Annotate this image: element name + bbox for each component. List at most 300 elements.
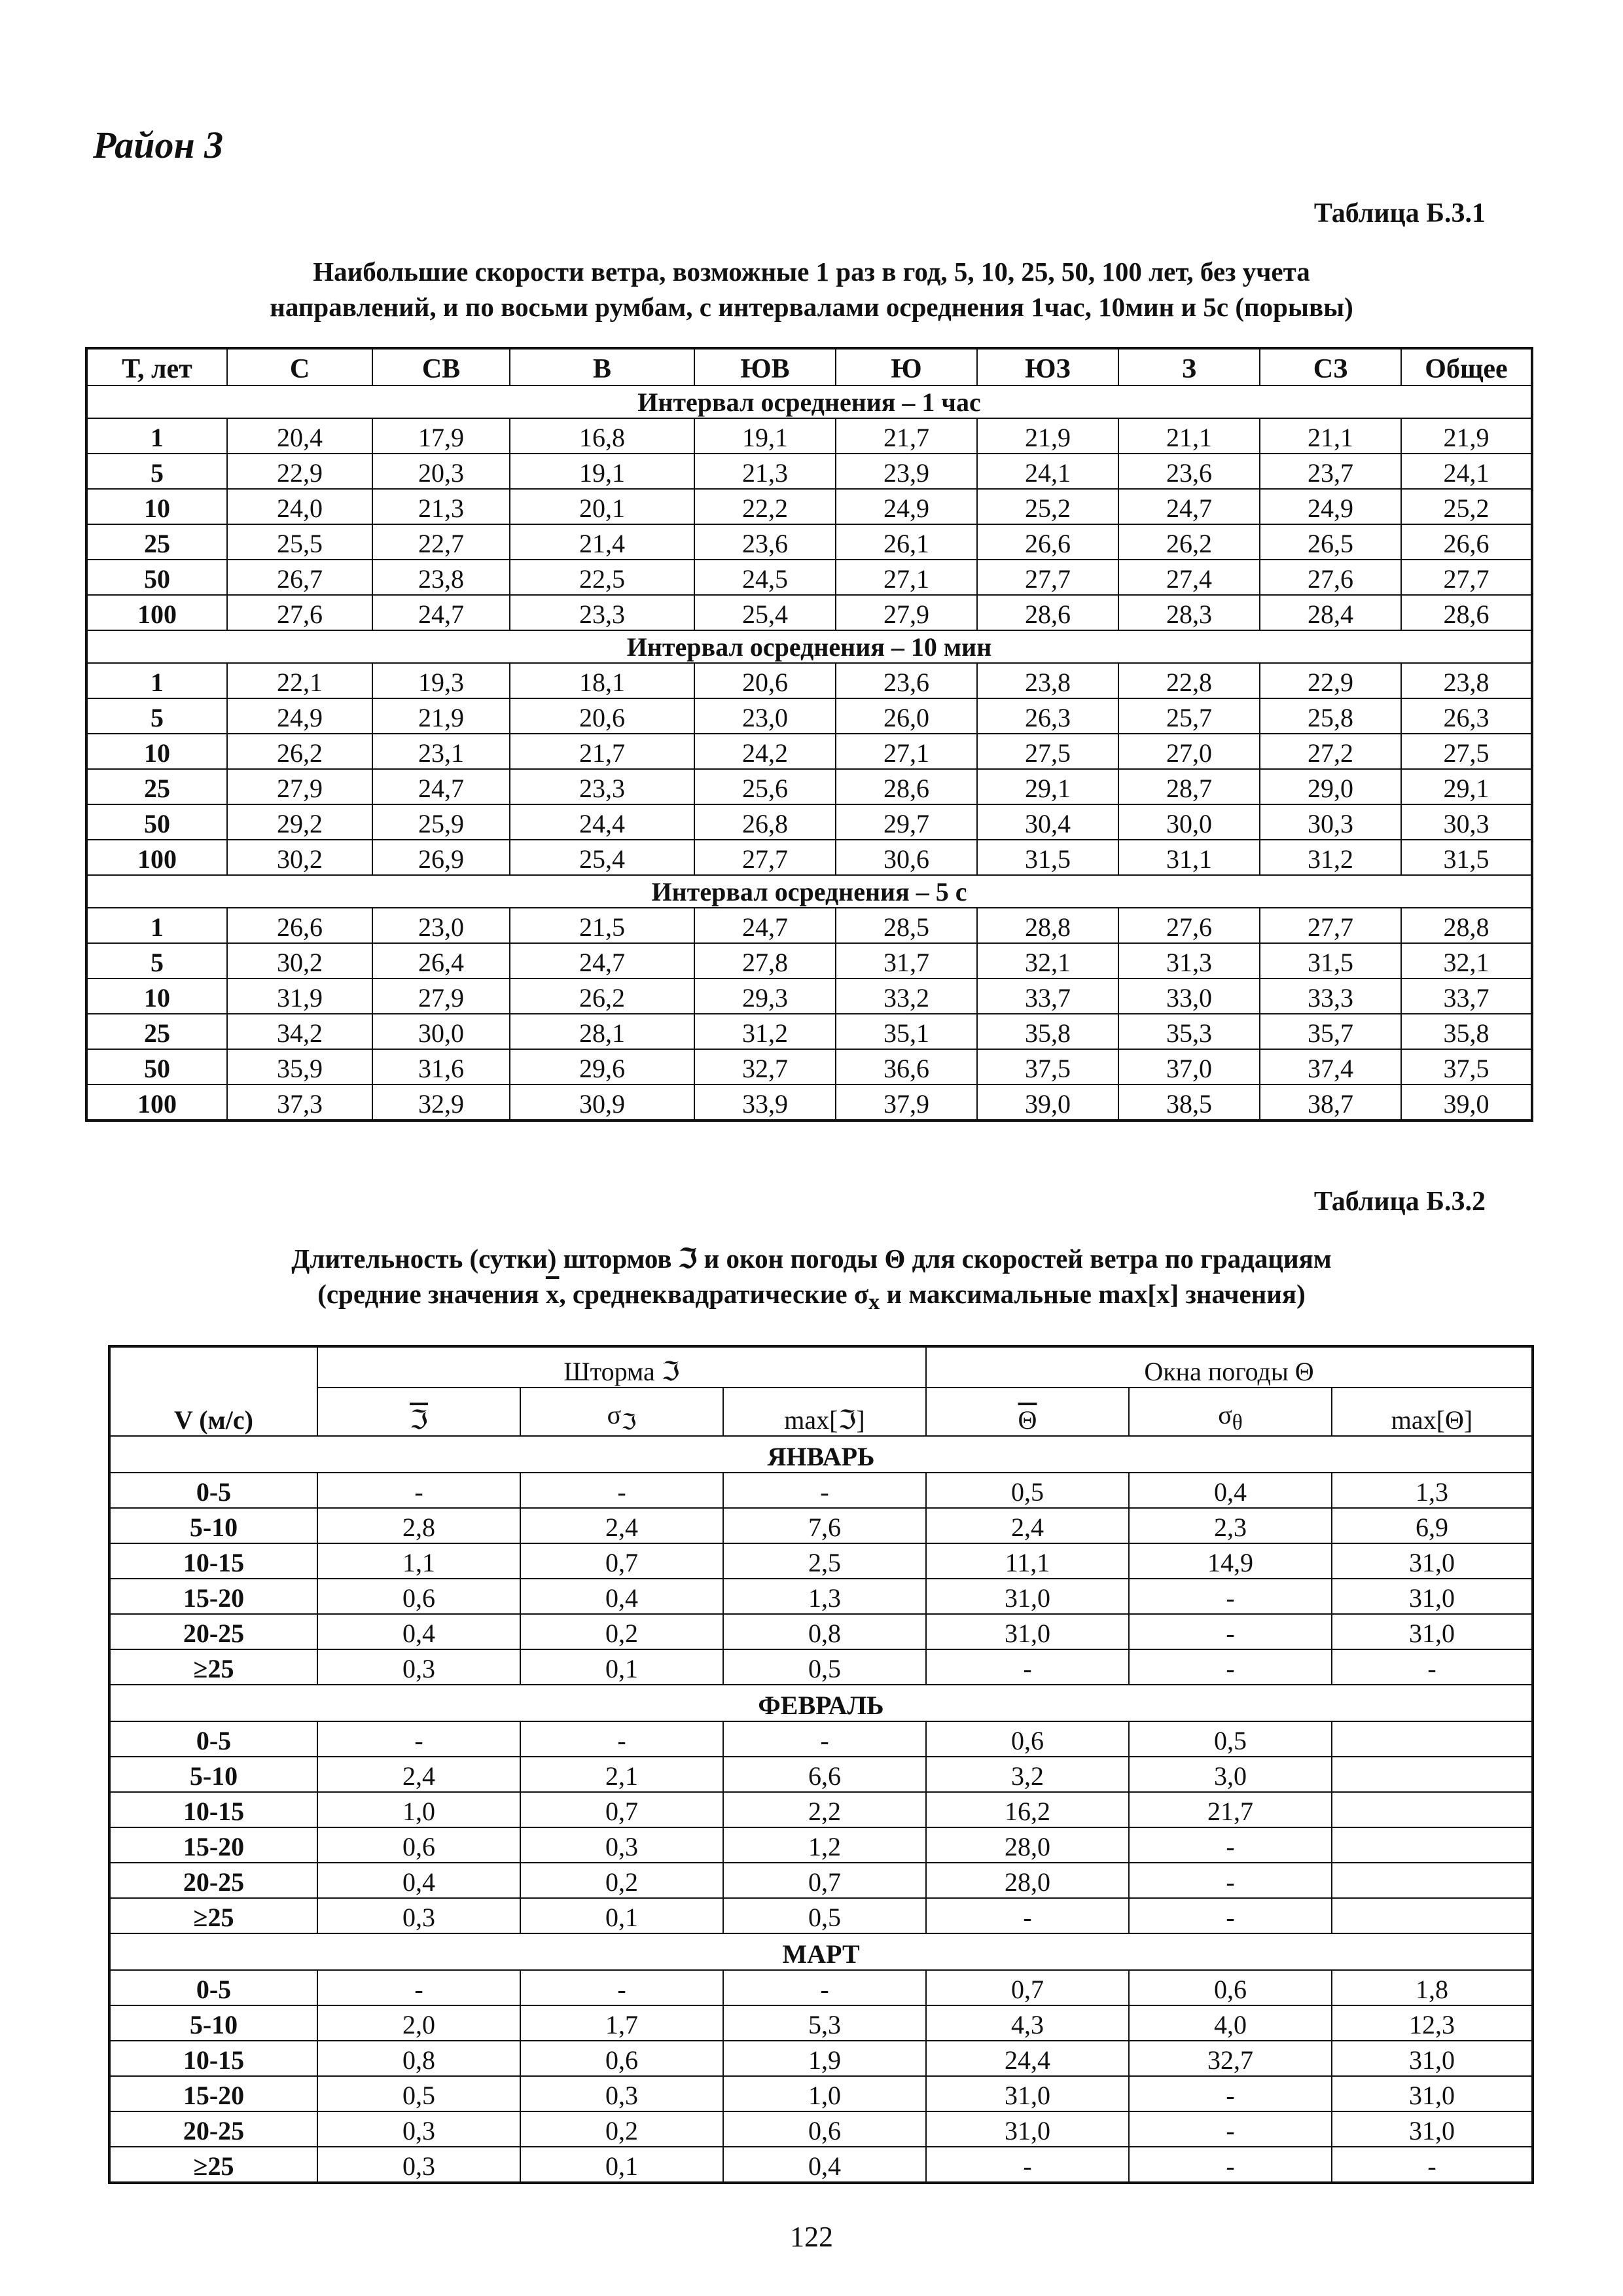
caption2-part-b: , среднеквадратические σ <box>559 1279 869 1309</box>
value-cell: 31,5 <box>1401 840 1532 875</box>
value-cell: - <box>1332 2147 1533 2183</box>
value-cell: 24,4 <box>510 804 694 840</box>
value-cell: 0,2 <box>520 2111 723 2147</box>
table-row <box>109 1757 1533 1792</box>
value-cell: 33,7 <box>1401 978 1532 1014</box>
section-row <box>86 386 1532 418</box>
value-cell: 22,9 <box>227 454 372 489</box>
value-cell: 28,8 <box>1401 908 1532 943</box>
speed-range-cell: 15-20 <box>109 1827 317 1863</box>
value-cell: 21,3 <box>694 454 836 489</box>
value-cell: 22,7 <box>372 524 510 560</box>
value-cell: 28,0 <box>926 1827 1129 1863</box>
value-cell: 25,7 <box>1118 698 1260 734</box>
col-header: Ю <box>836 348 977 386</box>
table1-caption-line2: направлений, и по восьми румбам, с интервалами осреднения 1час, 10мин и 5с (порывы) <box>270 292 1353 322</box>
speed-range-cell: 15-20 <box>109 2076 317 2111</box>
window-sigma-header <box>1129 1388 1332 1436</box>
table-row <box>109 1721 1533 1757</box>
value-cell: 31,0 <box>926 1614 1129 1649</box>
value-cell: 33,3 <box>1260 978 1401 1014</box>
period-cell: 5 <box>86 698 227 734</box>
value-cell: 7,6 <box>723 1508 926 1543</box>
value-cell: - <box>1129 2111 1332 2147</box>
value-cell: 38,5 <box>1118 1085 1260 1121</box>
value-cell: 31,0 <box>1332 1614 1533 1649</box>
value-cell: 0,4 <box>1129 1473 1332 1508</box>
value-cell: 35,7 <box>1260 1014 1401 1049</box>
month-row <box>109 1436 1533 1473</box>
table-row <box>86 418 1532 454</box>
value-cell: 4,0 <box>1129 2005 1332 2041</box>
value-cell: 0,2 <box>520 1614 723 1649</box>
table2-label: Таблица Б.3.2 <box>1313 1187 1486 1217</box>
value-cell: 31,7 <box>836 943 977 978</box>
value-cell: 29,7 <box>836 804 977 840</box>
value-cell: - <box>520 1970 723 2005</box>
period-cell: 50 <box>86 1049 227 1085</box>
period-cell: 10 <box>86 978 227 1014</box>
period-cell: 1 <box>86 663 227 698</box>
value-cell: 36,6 <box>836 1049 977 1085</box>
value-cell: 26,6 <box>977 524 1118 560</box>
value-cell: 21,1 <box>1118 418 1260 454</box>
value-cell: 27,6 <box>1260 560 1401 595</box>
value-cell: 1,1 <box>317 1543 520 1579</box>
value-cell: 30,3 <box>1260 804 1401 840</box>
table-row <box>86 978 1532 1014</box>
value-cell: 21,3 <box>372 489 510 524</box>
value-cell: 27,0 <box>1118 734 1260 769</box>
value-cell: - <box>1129 2076 1332 2111</box>
speed-range-cell: 0-5 <box>109 1473 317 1508</box>
value-cell: 25,8 <box>1260 698 1401 734</box>
page-number: 122 <box>790 2221 833 2253</box>
speed-range-cell: ≥25 <box>109 2147 317 2183</box>
value-cell: 28,1 <box>510 1014 694 1049</box>
value-cell: 25,5 <box>227 524 372 560</box>
value-cell: 11,1 <box>926 1543 1129 1579</box>
value-cell: 26,8 <box>694 804 836 840</box>
table-row <box>109 1543 1533 1579</box>
value-cell: 17,9 <box>372 418 510 454</box>
speed-range-cell: ≥25 <box>109 1898 317 1933</box>
col-header: В <box>510 348 694 386</box>
value-cell: 23,9 <box>836 454 977 489</box>
col-header: Общее <box>1401 348 1532 386</box>
value-cell: 39,0 <box>1401 1085 1532 1121</box>
window-sigma-sub: θ <box>1232 1410 1243 1435</box>
value-cell: 20,6 <box>510 698 694 734</box>
value-cell: 39,0 <box>977 1085 1118 1121</box>
value-cell: 28,3 <box>1118 595 1260 630</box>
speed-range-cell: 20-25 <box>109 2111 317 2147</box>
speed-range-cell: 20-25 <box>109 1863 317 1898</box>
value-cell: 27,6 <box>1118 908 1260 943</box>
section-title: Интервал осреднения – 1 час <box>86 386 1532 418</box>
table-row <box>109 2111 1533 2147</box>
value-cell: 32,1 <box>977 943 1118 978</box>
value-cell: 21,9 <box>372 698 510 734</box>
table-row <box>86 698 1532 734</box>
value-cell: 23,8 <box>372 560 510 595</box>
table-row <box>109 2041 1533 2076</box>
value-cell: 29,0 <box>1260 769 1401 804</box>
table-row <box>109 1649 1533 1685</box>
value-cell: 27,9 <box>227 769 372 804</box>
value-cell: 30,9 <box>510 1085 694 1121</box>
value-cell: 23,0 <box>372 908 510 943</box>
value-cell: - <box>520 1473 723 1508</box>
value-cell: 31,0 <box>1332 2041 1533 2076</box>
value-cell: 26,7 <box>227 560 372 595</box>
value-cell: 23,7 <box>1260 454 1401 489</box>
period-cell: 10 <box>86 734 227 769</box>
value-cell: 21,7 <box>510 734 694 769</box>
value-cell: 26,2 <box>1118 524 1260 560</box>
storm-table-group-header-row <box>109 1346 1533 1388</box>
value-cell: 0,7 <box>520 1543 723 1579</box>
value-cell: 19,1 <box>694 418 836 454</box>
value-cell: - <box>926 1898 1129 1933</box>
value-cell: 31,1 <box>1118 840 1260 875</box>
value-cell: 37,0 <box>1118 1049 1260 1085</box>
value-cell: - <box>317 1473 520 1508</box>
value-cell: - <box>723 1473 926 1508</box>
table-row <box>109 1898 1533 1933</box>
value-cell: 27,2 <box>1260 734 1401 769</box>
value-cell: 35,8 <box>1401 1014 1532 1049</box>
value-cell: 24,4 <box>926 2041 1129 2076</box>
month-title: ФЕВРАЛЬ <box>109 1685 1533 1721</box>
value-cell: 0,3 <box>317 1649 520 1685</box>
caption2-part-a: (средние значения <box>317 1279 546 1309</box>
value-cell: 0,6 <box>520 2041 723 2076</box>
region-title: Район 3 <box>93 124 224 166</box>
value-cell: 27,1 <box>836 734 977 769</box>
storm-max-header: max[ℑ] <box>723 1388 926 1436</box>
value-cell: 1,3 <box>1332 1473 1533 1508</box>
table-row <box>109 1792 1533 1827</box>
storm-sigma-sub: ℑ <box>621 1410 637 1435</box>
value-cell: 34,2 <box>227 1014 372 1049</box>
table2-caption-line1: Длительность (сутки) штормов ℑ и окон погоды Θ для скоростей ветра по градациям <box>291 1244 1332 1274</box>
value-cell: 21,7 <box>1129 1792 1332 1827</box>
month-row <box>109 1933 1533 1970</box>
value-cell: 35,8 <box>977 1014 1118 1049</box>
value-cell: 24,0 <box>227 489 372 524</box>
value-cell: 0,7 <box>723 1863 926 1898</box>
value-cell: 31,5 <box>977 840 1118 875</box>
value-cell: - <box>317 1721 520 1757</box>
table2-caption <box>0 1241 1623 1320</box>
col-header: З <box>1118 348 1260 386</box>
value-cell: 0,6 <box>926 1721 1129 1757</box>
table-row <box>86 804 1532 840</box>
value-cell: 30,0 <box>1118 804 1260 840</box>
value-cell: 33,2 <box>836 978 977 1014</box>
storm-mean-symbol: ℑ <box>410 1405 428 1435</box>
value-cell: 30,2 <box>227 840 372 875</box>
value-cell: 16,8 <box>510 418 694 454</box>
value-cell: 29,2 <box>227 804 372 840</box>
table-row <box>86 454 1532 489</box>
value-cell: 24,7 <box>372 769 510 804</box>
value-cell: 2,0 <box>317 2005 520 2041</box>
value-cell: - <box>723 1970 926 2005</box>
value-cell: 26,5 <box>1260 524 1401 560</box>
value-cell: 31,0 <box>926 2111 1129 2147</box>
value-cell: 0,8 <box>723 1614 926 1649</box>
value-cell: 33,9 <box>694 1085 836 1121</box>
value-cell: 2,3 <box>1129 1508 1332 1543</box>
col-header: ЮВ <box>694 348 836 386</box>
speed-range-cell: 0-5 <box>109 1970 317 2005</box>
value-cell: - <box>1129 1827 1332 1863</box>
value-cell: 21,7 <box>836 418 977 454</box>
value-cell <box>1332 1898 1533 1933</box>
value-cell: 24,7 <box>694 908 836 943</box>
value-cell: 25,4 <box>510 840 694 875</box>
value-cell: 24,9 <box>227 698 372 734</box>
value-cell: 26,3 <box>977 698 1118 734</box>
value-cell: 27,1 <box>836 560 977 595</box>
value-cell: - <box>1129 2147 1332 2183</box>
table-row <box>109 2076 1533 2111</box>
storm-duration-table <box>108 1345 1534 2184</box>
value-cell: 26,2 <box>227 734 372 769</box>
speed-range-cell: 5-10 <box>109 1757 317 1792</box>
table-row <box>86 943 1532 978</box>
value-cell: 0,5 <box>317 2076 520 2111</box>
value-cell: 26,1 <box>836 524 977 560</box>
value-cell: 0,4 <box>317 1863 520 1898</box>
value-cell: 19,1 <box>510 454 694 489</box>
value-cell: 21,4 <box>510 524 694 560</box>
value-cell: - <box>1129 1649 1332 1685</box>
value-cell: 32,7 <box>694 1049 836 1085</box>
value-cell: 28,5 <box>836 908 977 943</box>
value-cell: 20,1 <box>510 489 694 524</box>
period-cell: 1 <box>86 908 227 943</box>
value-cell: 32,9 <box>372 1085 510 1121</box>
value-cell: 0,1 <box>520 1649 723 1685</box>
speed-range-cell: 10-15 <box>109 1792 317 1827</box>
value-cell: 1,2 <box>723 1827 926 1863</box>
value-cell: 0,8 <box>317 2041 520 2076</box>
value-cell: 26,6 <box>227 908 372 943</box>
value-cell: 0,4 <box>317 1614 520 1649</box>
period-cell: 25 <box>86 524 227 560</box>
value-cell: 24,7 <box>510 943 694 978</box>
value-cell: 31,0 <box>1332 2111 1533 2147</box>
value-cell: 27,5 <box>1401 734 1532 769</box>
value-cell: 0,5 <box>723 1898 926 1933</box>
table-row <box>109 1614 1533 1649</box>
value-cell: 31,5 <box>1260 943 1401 978</box>
period-cell: 50 <box>86 560 227 595</box>
value-cell: 25,2 <box>977 489 1118 524</box>
value-cell: 0,3 <box>317 2111 520 2147</box>
table-row <box>86 1049 1532 1085</box>
value-cell: 27,6 <box>227 595 372 630</box>
value-cell: 31,9 <box>227 978 372 1014</box>
value-cell: 24,2 <box>694 734 836 769</box>
table1-caption-line1: Наибольшие скорости ветра, возможные 1 раз в год, 5, 10, 25, 50, 100 лет, без учета <box>313 257 1310 287</box>
speed-range-cell: 10-15 <box>109 1543 317 1579</box>
table-row <box>86 560 1532 595</box>
window-mean-header <box>926 1388 1129 1436</box>
value-cell: 0,3 <box>317 1898 520 1933</box>
value-cell: 29,3 <box>694 978 836 1014</box>
value-cell: 28,6 <box>836 769 977 804</box>
table1-label: Таблица Б.3.1 <box>1313 198 1486 228</box>
value-cell: 0,7 <box>926 1970 1129 2005</box>
period-cell: 1 <box>86 418 227 454</box>
value-cell: 29,6 <box>510 1049 694 1085</box>
value-cell: - <box>317 1970 520 2005</box>
value-cell: 28,4 <box>1260 595 1401 630</box>
value-cell: 26,6 <box>1401 524 1532 560</box>
value-cell: 31,0 <box>926 1579 1129 1614</box>
speed-range-cell: 15-20 <box>109 1579 317 1614</box>
value-cell <box>1332 1827 1533 1863</box>
value-cell: 0,6 <box>317 1579 520 1614</box>
value-cell: 19,3 <box>372 663 510 698</box>
value-cell: 38,7 <box>1260 1085 1401 1121</box>
value-cell: 14,9 <box>1129 1543 1332 1579</box>
value-cell: 0,6 <box>1129 1970 1332 2005</box>
value-cell: 24,7 <box>372 595 510 630</box>
value-cell: 27,8 <box>694 943 836 978</box>
value-cell: 6,6 <box>723 1757 926 1792</box>
value-cell: 25,2 <box>1401 489 1532 524</box>
value-cell <box>1332 1721 1533 1757</box>
value-cell: - <box>520 1721 723 1757</box>
value-cell: 28,6 <box>977 595 1118 630</box>
speed-range-cell: 5-10 <box>109 2005 317 2041</box>
value-cell: 27,7 <box>694 840 836 875</box>
table-row <box>109 1970 1533 2005</box>
storm-sigma-symbol: σ <box>607 1400 622 1429</box>
window-group-header: Окна погоды Θ <box>926 1346 1533 1388</box>
value-cell: 31,0 <box>1332 1543 1533 1579</box>
value-cell: 2,4 <box>520 1508 723 1543</box>
value-cell: 30,3 <box>1401 804 1532 840</box>
value-cell: 30,0 <box>372 1014 510 1049</box>
period-cell: 25 <box>86 1014 227 1049</box>
value-cell <box>1332 1757 1533 1792</box>
value-cell: 0,6 <box>317 1827 520 1863</box>
value-cell: 3,0 <box>1129 1757 1332 1792</box>
value-cell: 23,3 <box>510 595 694 630</box>
value-cell: 28,6 <box>1401 595 1532 630</box>
col-header: СВ <box>372 348 510 386</box>
value-cell: 1,8 <box>1332 1970 1533 2005</box>
table-row <box>109 1863 1533 1898</box>
value-cell: 20,4 <box>227 418 372 454</box>
value-cell: 27,7 <box>1401 560 1532 595</box>
value-cell: 26,4 <box>372 943 510 978</box>
value-cell: 33,0 <box>1118 978 1260 1014</box>
value-cell: 37,9 <box>836 1085 977 1121</box>
value-cell: 24,1 <box>977 454 1118 489</box>
value-cell: 23,8 <box>977 663 1118 698</box>
value-cell: 23,3 <box>510 769 694 804</box>
value-cell: 29,1 <box>977 769 1118 804</box>
speed-range-cell: 20-25 <box>109 1614 317 1649</box>
value-cell: 23,6 <box>1118 454 1260 489</box>
value-cell: 0,6 <box>723 2111 926 2147</box>
value-cell: 26,2 <box>510 978 694 1014</box>
value-cell: 0,7 <box>520 1792 723 1827</box>
table-row <box>86 734 1532 769</box>
value-cell: 24,1 <box>1401 454 1532 489</box>
value-cell: 28,8 <box>977 908 1118 943</box>
table-row <box>109 1579 1533 1614</box>
value-cell: 35,9 <box>227 1049 372 1085</box>
table-row <box>86 663 1532 698</box>
period-cell: 10 <box>86 489 227 524</box>
table-row <box>86 524 1532 560</box>
value-cell: 12,3 <box>1332 2005 1533 2041</box>
value-cell: 27,9 <box>372 978 510 1014</box>
value-cell: 1,0 <box>317 1792 520 1827</box>
value-cell: 5,3 <box>723 2005 926 2041</box>
value-cell: 2,4 <box>926 1508 1129 1543</box>
value-cell <box>1332 1863 1533 1898</box>
window-mean-symbol: $\overline{\Theta}$ <box>1018 1405 1037 1435</box>
value-cell: 22,2 <box>694 489 836 524</box>
value-cell: 35,1 <box>836 1014 977 1049</box>
value-cell: 31,2 <box>694 1014 836 1049</box>
table-row <box>109 2147 1533 2183</box>
value-cell: 30,2 <box>227 943 372 978</box>
value-cell: 28,0 <box>926 1863 1129 1898</box>
value-cell: 0,2 <box>520 1863 723 1898</box>
col-header: С <box>227 348 372 386</box>
value-cell: 37,5 <box>977 1049 1118 1085</box>
value-cell: - <box>723 1721 926 1757</box>
window-max-header: max[Θ] <box>1332 1388 1533 1436</box>
value-cell: 31,0 <box>1332 1579 1533 1614</box>
period-cell: 100 <box>86 595 227 630</box>
v-header: V (м/с) <box>109 1346 317 1436</box>
value-cell: 23,0 <box>694 698 836 734</box>
period-cell: 50 <box>86 804 227 840</box>
value-cell: 24,9 <box>836 489 977 524</box>
table-row <box>86 769 1532 804</box>
value-cell: 22,1 <box>227 663 372 698</box>
window-sigma-symbol: σ <box>1218 1400 1232 1429</box>
value-cell: 22,5 <box>510 560 694 595</box>
value-cell: 21,9 <box>977 418 1118 454</box>
value-cell: 37,3 <box>227 1085 372 1121</box>
value-cell: - <box>1332 1649 1533 1685</box>
period-cell: 5 <box>86 943 227 978</box>
value-cell: 0,5 <box>1129 1721 1332 1757</box>
table-row <box>109 1508 1533 1543</box>
period-cell: 5 <box>86 454 227 489</box>
value-cell: 2,4 <box>317 1757 520 1792</box>
value-cell: 27,5 <box>977 734 1118 769</box>
value-cell: 37,4 <box>1260 1049 1401 1085</box>
value-cell: - <box>1129 1898 1332 1933</box>
speed-range-cell: 0-5 <box>109 1721 317 1757</box>
value-cell: 20,3 <box>372 454 510 489</box>
value-cell: 32,1 <box>1401 943 1532 978</box>
value-cell: 29,1 <box>1401 769 1532 804</box>
